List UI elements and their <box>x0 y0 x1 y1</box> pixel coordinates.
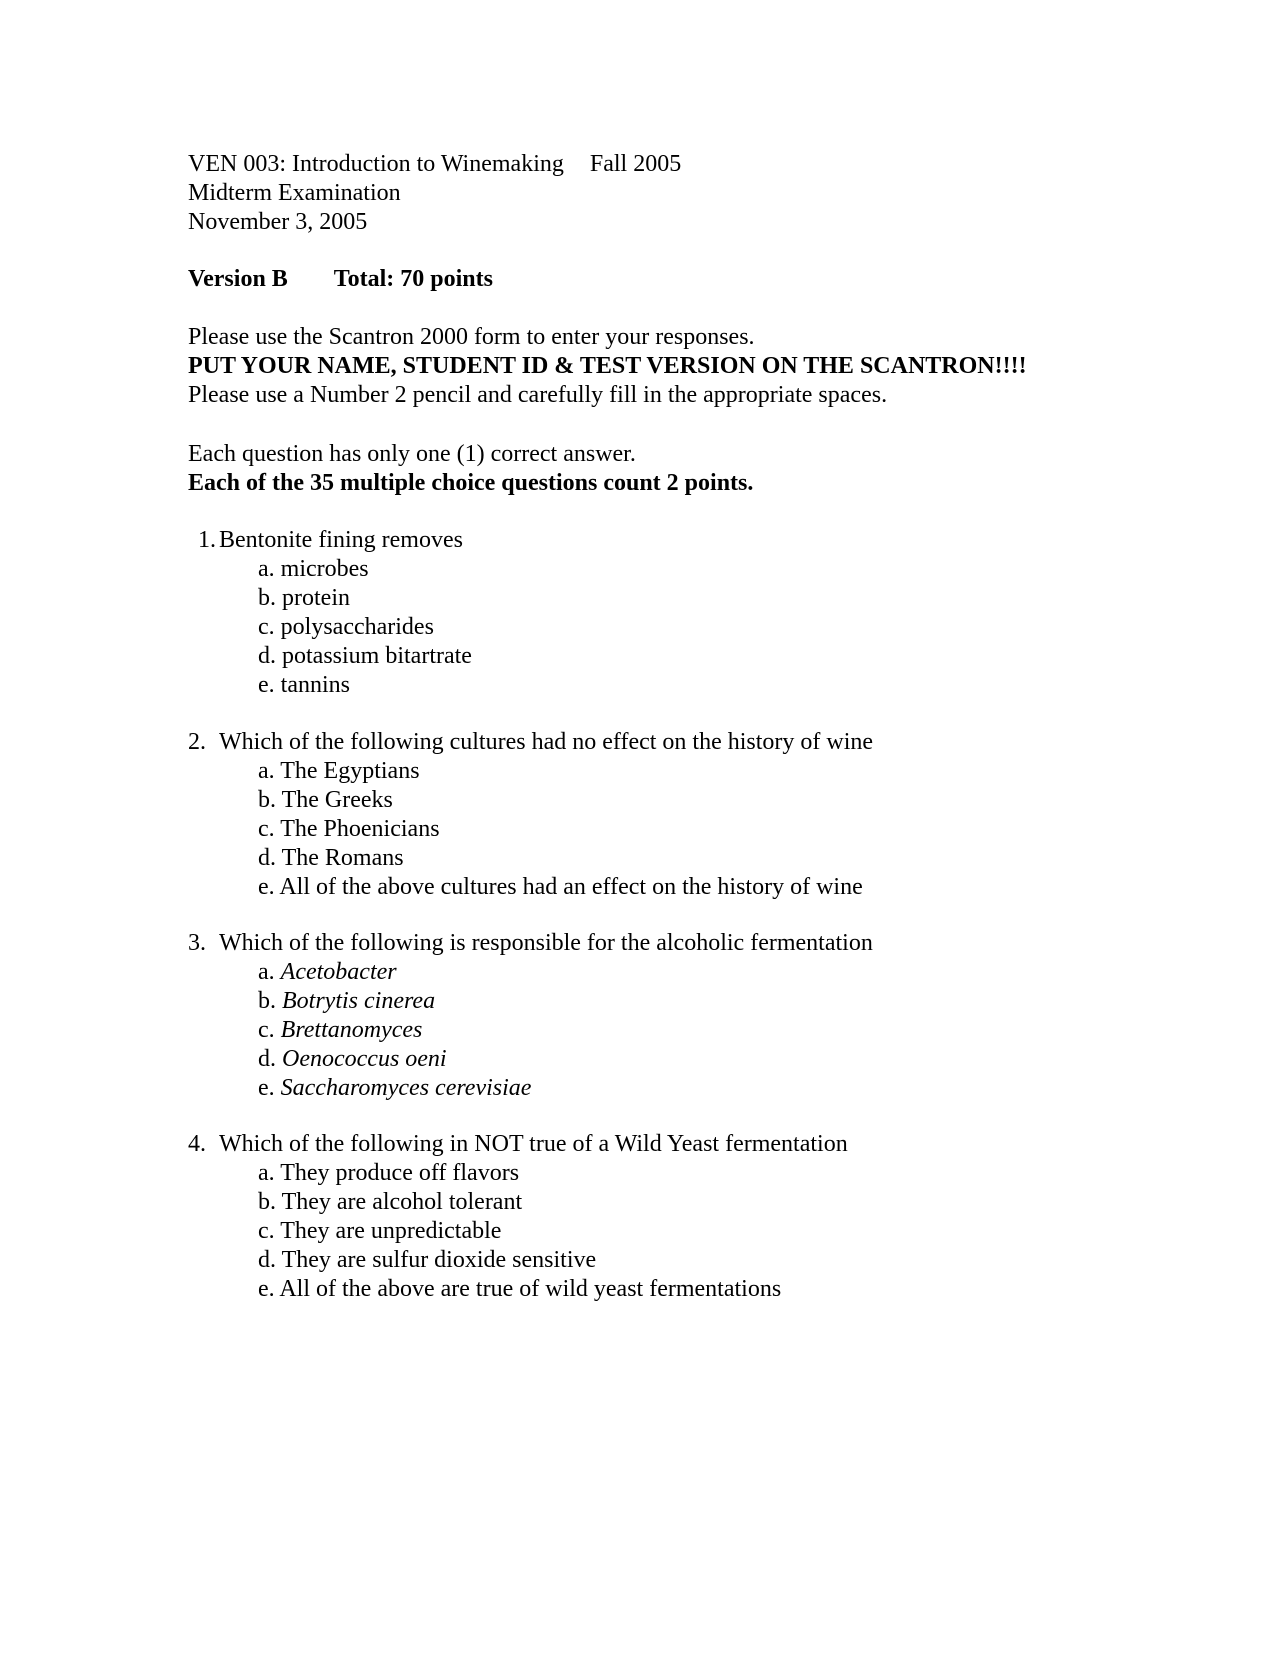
instruction-pencil: Please use a Number 2 pencil and carefully fill in the appropriate spaces. <box>188 382 888 408</box>
option-letter: c. <box>258 816 275 842</box>
option-text: All of the above are true of wild yeast fermentations <box>279 1276 782 1302</box>
answer-option <box>258 844 873 873</box>
option-text: potassium bitartrate <box>282 643 472 669</box>
option-letter: d. <box>258 845 276 871</box>
rule-points: Each of the 35 multiple choice questions count 2 points. <box>188 470 754 496</box>
answer-options <box>258 555 472 700</box>
question-text: Which of the following is responsible for the alcoholic fermentation <box>219 930 873 956</box>
option-text: Brettanomyces <box>280 1017 423 1043</box>
option-text: The Phoenicians <box>280 816 440 842</box>
question-3 <box>188 929 873 1103</box>
version-row <box>188 265 493 294</box>
question-stem <box>188 526 472 555</box>
answer-option <box>258 584 472 613</box>
option-letter: e. <box>258 1276 275 1302</box>
answer-option <box>258 555 472 584</box>
option-letter: b. <box>258 787 276 813</box>
option-text: The Romans <box>281 845 404 871</box>
answer-options <box>258 757 873 902</box>
option-letter: c. <box>258 614 275 640</box>
answer-option <box>258 1217 848 1246</box>
option-letter: c. <box>258 1218 275 1244</box>
exam-header <box>188 150 681 237</box>
question-stem <box>188 1130 848 1159</box>
answer-option <box>258 1045 873 1074</box>
option-text: Botrytis cinerea <box>282 988 436 1014</box>
exam-date: November 3, 2005 <box>188 209 368 235</box>
option-letter: d. <box>258 1046 276 1072</box>
question-number: 3. <box>188 930 206 956</box>
option-text: protein <box>282 585 350 611</box>
question-stem <box>188 929 873 958</box>
option-text: microbes <box>280 556 369 582</box>
question-number: 1. <box>198 527 216 553</box>
option-letter: d. <box>258 1247 276 1273</box>
exam-name: Midterm Examination <box>188 180 401 206</box>
answer-option <box>258 815 873 844</box>
option-letter: b. <box>258 585 276 611</box>
question-text: Bentonite fining removes <box>219 527 463 553</box>
scoring-rules <box>188 440 753 498</box>
test-version: Version B <box>188 266 288 292</box>
answer-options <box>258 1159 848 1304</box>
option-letter: a. <box>258 1160 275 1186</box>
answer-option <box>258 1159 848 1188</box>
answer-option <box>258 1246 848 1275</box>
question-number: 4. <box>188 1131 206 1157</box>
answer-options <box>258 958 873 1103</box>
answer-option <box>258 958 873 987</box>
option-letter: e. <box>258 874 275 900</box>
instruction-scantron: Please use the Scantron 2000 form to enter your responses. <box>188 324 755 350</box>
answer-option <box>258 642 472 671</box>
question-text: Which of the following cultures had no effect on the history of wine <box>219 729 874 755</box>
answer-option <box>258 786 873 815</box>
term: Fall 2005 <box>589 151 682 177</box>
question-text: Which of the following in NOT true of a Wild Yeast fermentation <box>219 1131 848 1157</box>
course-title: VEN 003: Introduction to Winemaking <box>188 151 564 177</box>
option-text: They are alcohol tolerant <box>281 1189 523 1215</box>
question-1 <box>188 526 472 700</box>
option-letter: b. <box>258 988 276 1014</box>
option-text: polysaccharides <box>280 614 434 640</box>
answer-option <box>258 757 873 786</box>
option-text: Acetobacter <box>280 959 397 985</box>
option-text: tannins <box>280 672 350 698</box>
course-line <box>188 150 681 179</box>
option-text: They are unpredictable <box>280 1218 502 1244</box>
option-letter: d. <box>258 643 276 669</box>
answer-option <box>258 1188 848 1217</box>
option-letter: e. <box>258 672 275 698</box>
question-2 <box>188 728 873 902</box>
option-letter: a. <box>258 758 275 784</box>
option-text: The Egyptians <box>280 758 420 784</box>
answer-option <box>258 873 873 902</box>
option-text: They are sulfur dioxide sensitive <box>281 1247 597 1273</box>
option-letter: c. <box>258 1017 275 1043</box>
instruction-warning: PUT YOUR NAME, STUDENT ID & TEST VERSION ON THE SCANTRON!!!! <box>188 353 1027 379</box>
question-stem <box>188 728 873 757</box>
option-letter: e. <box>258 1075 275 1101</box>
rule-one-answer: Each question has only one (1) correct answer. <box>188 441 636 467</box>
option-letter: a. <box>258 959 275 985</box>
answer-option <box>258 1275 848 1304</box>
option-text: They produce off flavors <box>280 1160 520 1186</box>
answer-option <box>258 1074 873 1103</box>
option-text: The Greeks <box>281 787 393 813</box>
answer-option <box>258 671 472 700</box>
question-number: 2. <box>188 729 206 755</box>
option-text: Oenococcus oeni <box>282 1046 447 1072</box>
option-text: Saccharomyces cerevisiae <box>280 1075 532 1101</box>
option-letter: a. <box>258 556 275 582</box>
answer-option <box>258 613 472 642</box>
question-4 <box>188 1130 848 1304</box>
answer-option <box>258 987 873 1016</box>
answer-option <box>258 1016 873 1045</box>
option-letter: b. <box>258 1189 276 1215</box>
instructions <box>188 323 1027 410</box>
option-text: All of the above cultures had an effect on the history of wine <box>279 874 863 900</box>
total-points: Total: 70 points <box>333 266 493 292</box>
